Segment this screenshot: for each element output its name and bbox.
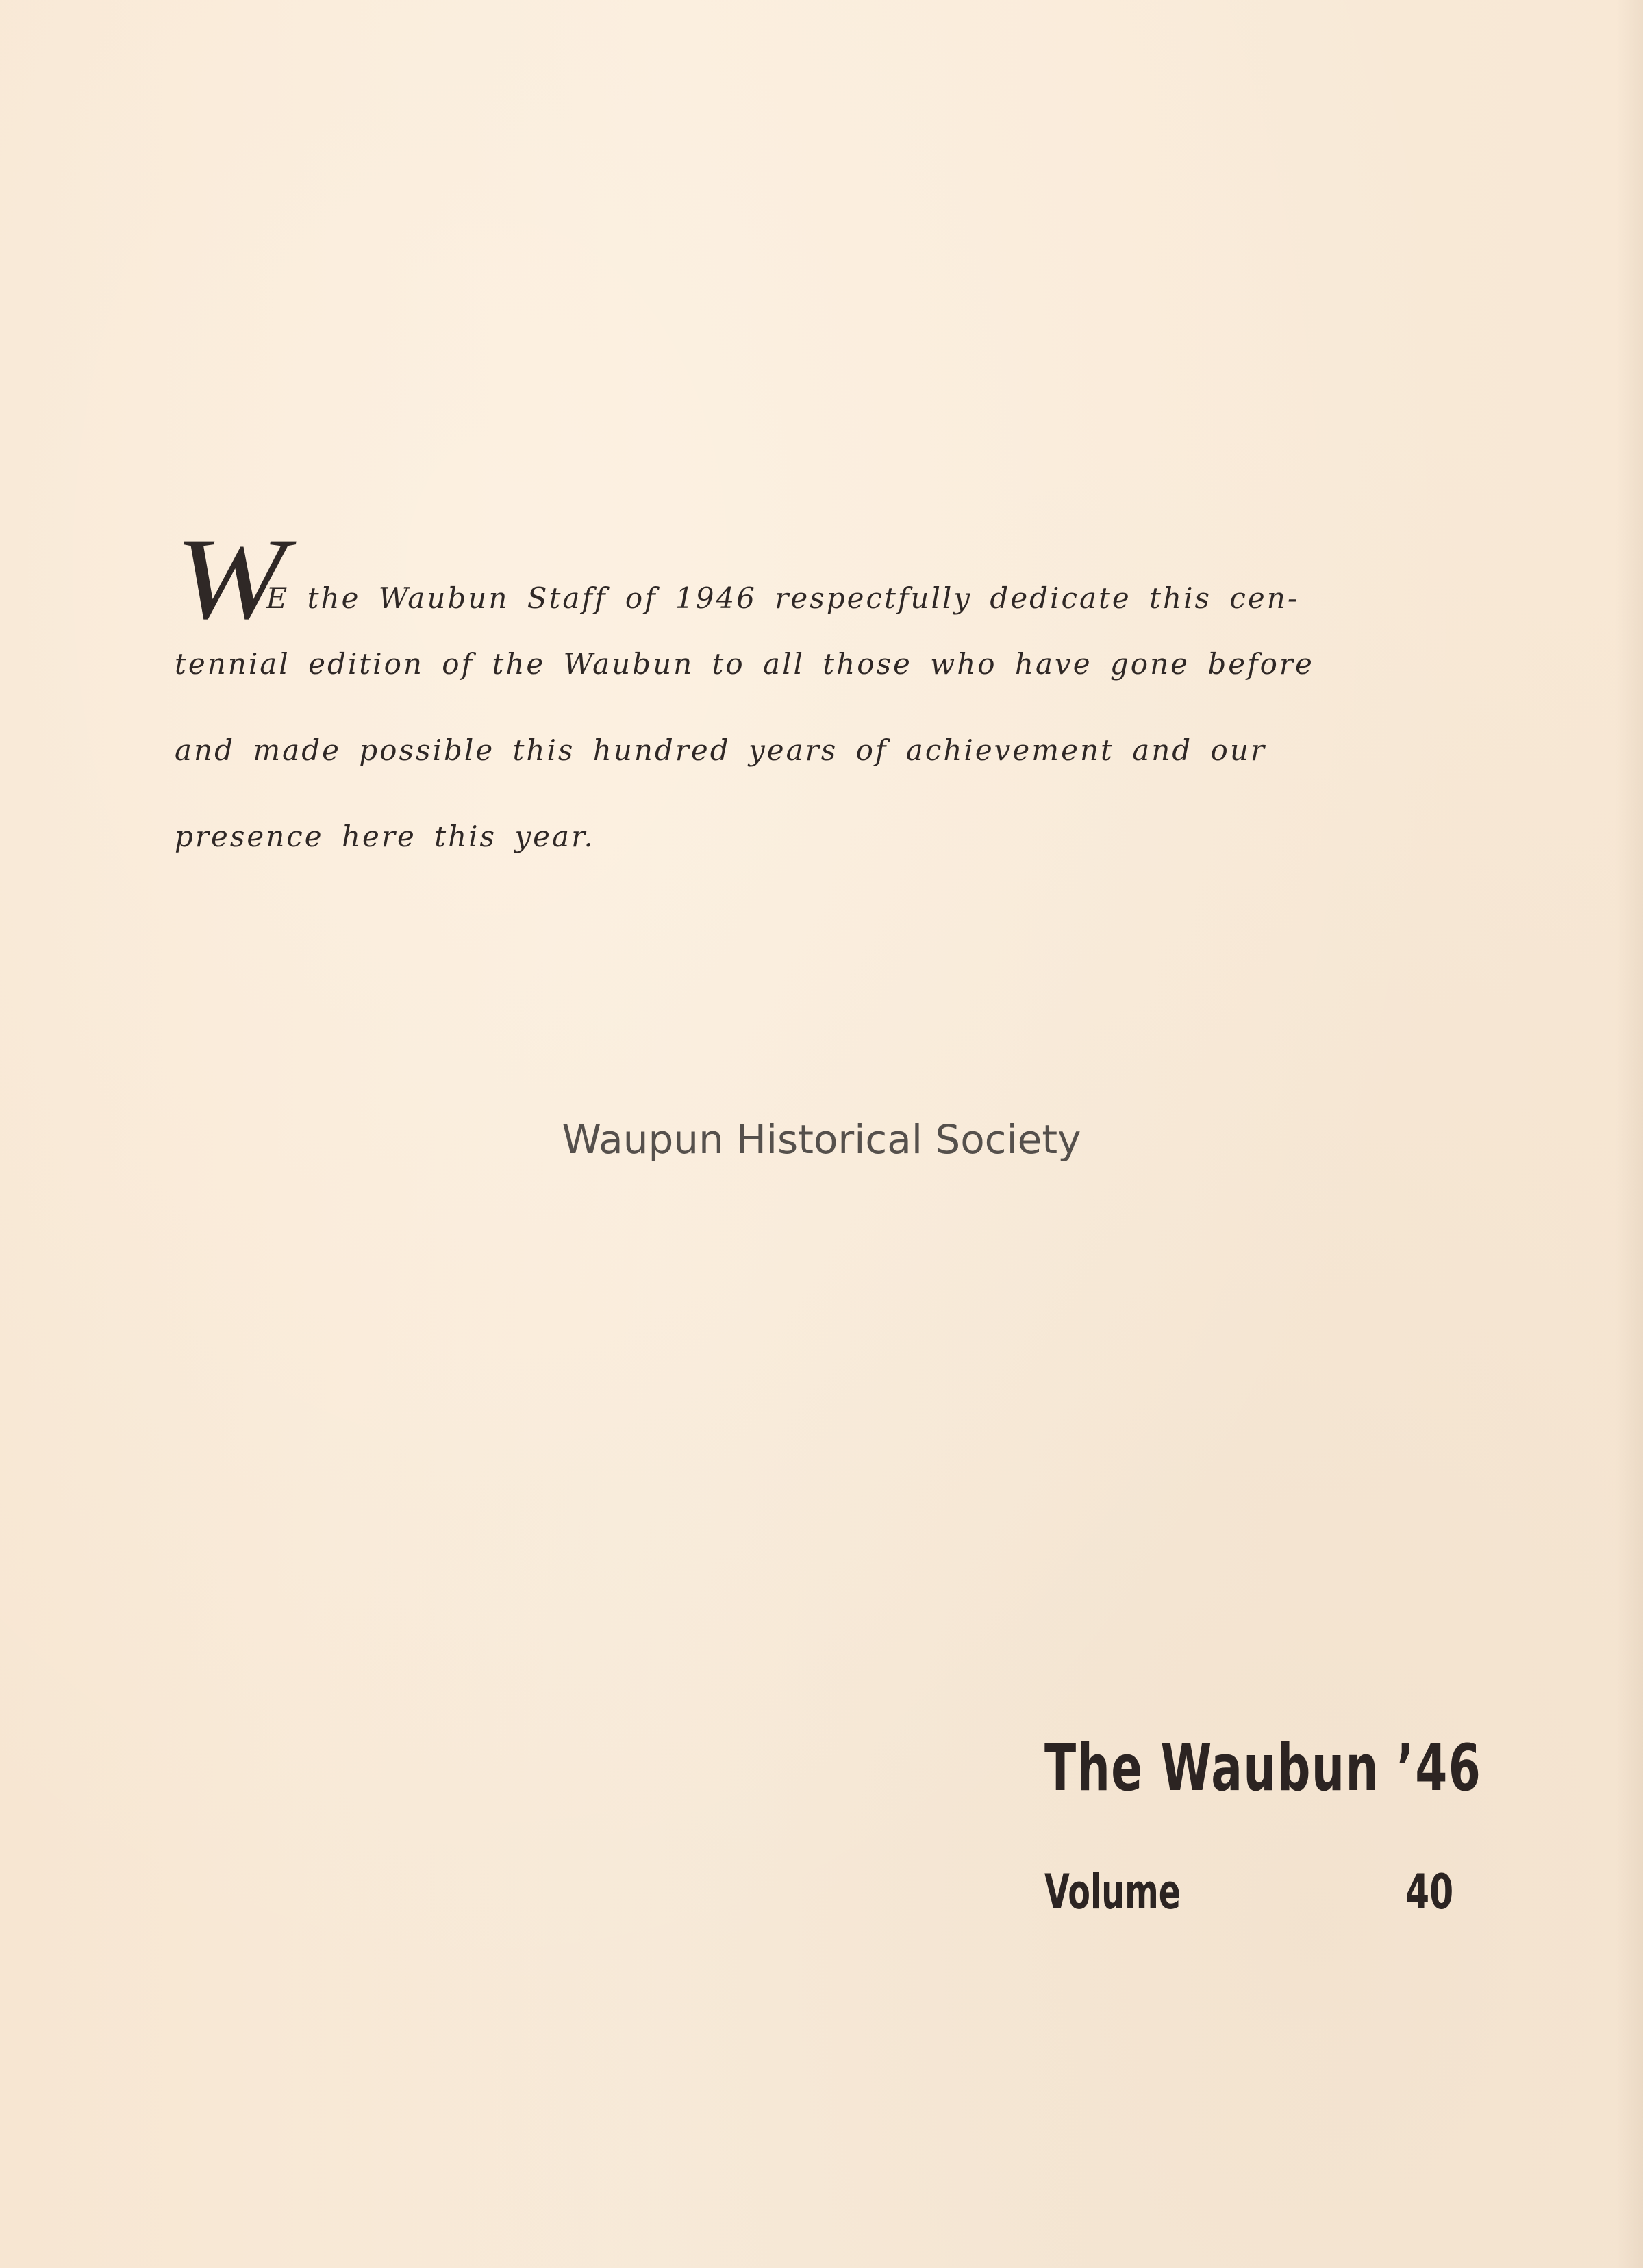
- dedication-line-3: and made possible this hundred years of achievement and our: [175, 733, 1266, 767]
- dedication-line-2: tennial edition of the Waubun to all those who have gone before: [175, 647, 1314, 681]
- dedication-line-4: presence here this year.: [175, 820, 595, 853]
- volume-label: Volume: [1044, 1864, 1181, 1920]
- dedication-line-1-text: E the Waubun Staff of 1946 respectfully dedicate this cen-: [266, 581, 1300, 615]
- dedication-line-1: [175, 514, 1300, 643]
- watermark-text: Waupun Historical Society: [562, 1116, 1081, 1163]
- drop-cap: W: [175, 514, 286, 643]
- yearbook-title: The Waubun ’46: [1044, 1731, 1482, 1806]
- volume-number: 40: [1405, 1864, 1454, 1920]
